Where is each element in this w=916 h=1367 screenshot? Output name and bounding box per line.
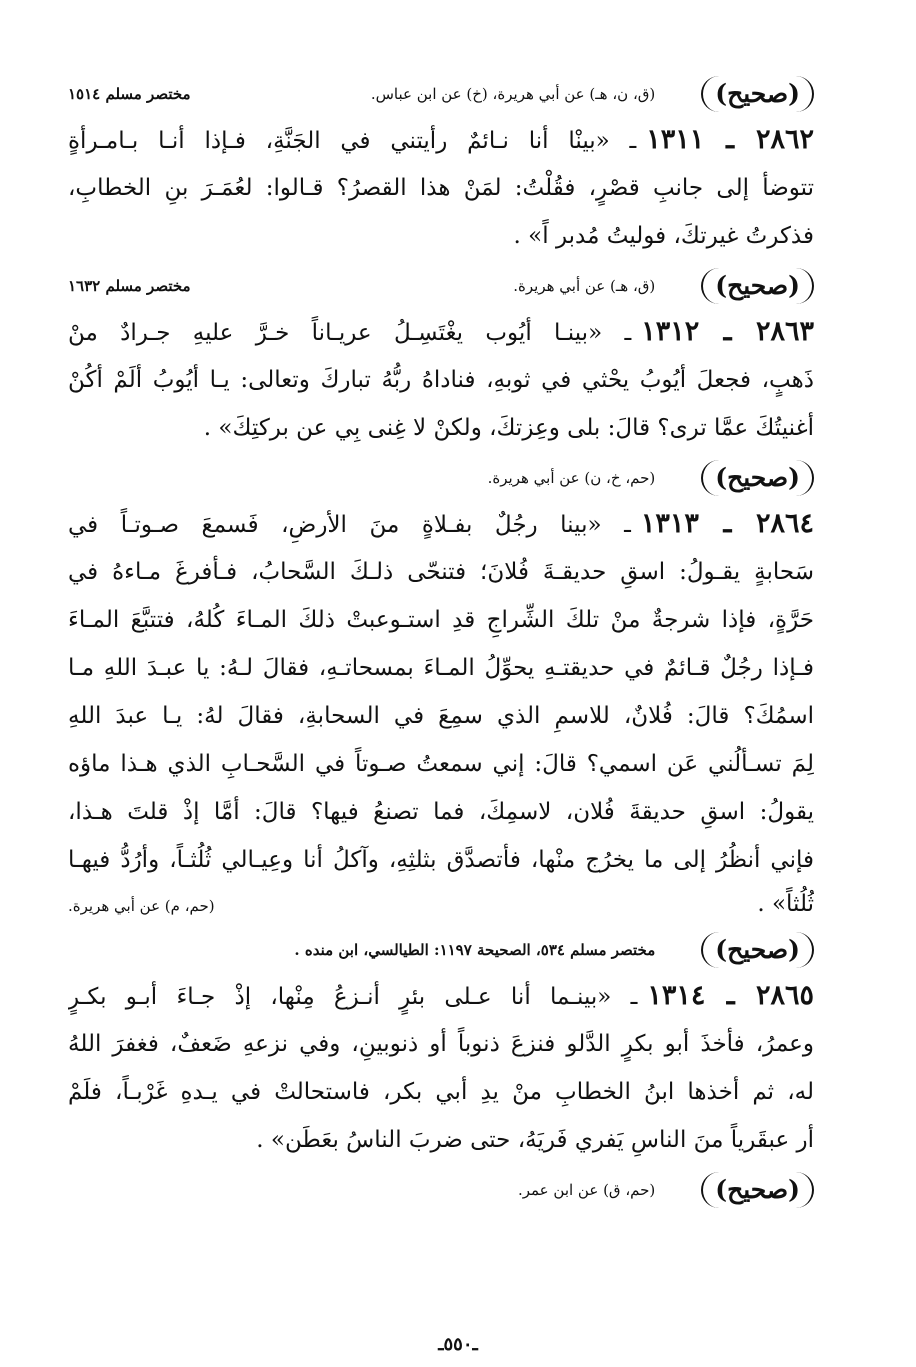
hadith-number: ٢٨٦٥ ـ ١٣١٤	[647, 980, 814, 1011]
hadith-2865	[68, 972, 814, 1164]
page-number: ـ٥٥٠ـ	[438, 1334, 478, 1355]
narration-sources: (حم، ق) عن ابن عمر.	[517, 1181, 656, 1199]
citation: مختصر مسلم ٥٣٤، الصحيحة ١١٩٧: الطيالسي، ابن منده .	[294, 941, 656, 959]
grade-row	[68, 456, 814, 500]
hadith-line: ٢٨٦٤ ـ ١٣١٣ـ «بينا رجُلٌ بفـلاةٍ منَ الأرضِ، فَسمعَ صـوتـاً في	[68, 508, 814, 539]
hadith-line: فذكرتُ غيرتكَ، فوليتُ مُدبر اً» .	[513, 223, 814, 249]
narration-sources: (حم، م) عن أبي هريرة.	[68, 897, 215, 915]
narration-sources: (حم، خ، ن) عن أبي هريرة.	[487, 469, 656, 487]
grade-row-top	[68, 72, 814, 116]
grade-label: (صحيح)	[701, 76, 814, 112]
hadith-line: لِمَ تسـألُني عَن اسمي؟ قالَ: إني سمعتُ صـوتاً في السَّحـابِ الذي هـذا ماؤه	[68, 751, 814, 777]
citation: مختصر مسلم ١٦٣٢	[68, 277, 191, 295]
hadith-2863	[68, 308, 814, 452]
hadith-line: ٢٨٦٥ ـ ١٣١٤ـ «بينـما أنا عـلى بئرٍ أنـزعُ مِنْها، إذْ جـاءَ أبـو بكـرٍ	[68, 980, 814, 1011]
hadith-number: ٢٨٦٣ ـ ١٣١٢	[641, 316, 814, 347]
grade-label: (صحيح)	[701, 268, 814, 304]
grade-label: (صحيح)	[701, 1172, 814, 1208]
book-page	[68, 72, 814, 1332]
hadith-line: اسمُكَ؟ قالَ: فُلانٌ، للاسمِ الذي سمِعَ في السحابةِ، فقالَ لهُ: يـا عبدَ اللهِ	[68, 703, 814, 729]
citation: مختصر مسلم ١٥١٤	[68, 85, 191, 103]
hadith-line: تتوضأ إلى جانبِ قصْرٍ، فقُلْتُ: لمَنْ هذا القصرُ؟ قـالوا: لعُمَـرَ بنِ الخطابِ،	[68, 175, 814, 201]
hadith-line: أغنيتُكَ عمَّا ترى؟ قالَ: بلى وعِزتكَ، ولكنْ لا غِنى بِي عن بركتِكَ» .	[203, 415, 814, 441]
hadith-line: ٢٨٦٢ ـ ١٣١١ـ «بينْا أنا نـائمٌ رأيتني في الجَنَّةِ، فـإذا أنـا بـامـرأةٍ	[68, 124, 814, 155]
hadith-line: ٢٨٦٣ ـ ١٣١٢ـ «بينـا أيُوب يغْتَسِـلُ عريـاناً خـرَّ عليهِ جـرادٌ منْ	[68, 316, 814, 347]
grade-label: (صحيح)	[701, 460, 814, 496]
hadith-line: حَرَّةٍ، فإذا شرجةٌ منْ تلكَ الشِّراجِ قدِ استـوعبتْ ذلكَ المـاءَ كُلهُ، فتتبَّعَ المـاءَ	[68, 607, 814, 633]
hadith-2862	[68, 116, 814, 260]
grade-row	[68, 264, 814, 308]
hadith-line: وعمرُ، فأخذَ أبو بكرٍ الدَّلو فنزعَ ذنوباً أو ذنوبينِ، وفي نزعهِ ضَعفٌ، فغفرَ اللهُ	[68, 1031, 814, 1057]
narration-sources: (ق، هـ) عن أبي هريرة.	[513, 277, 656, 295]
hadith-line: فـإذا رجُلٌ قـائمٌ في حديقتـهِ يحوِّلُ المـاءَ بمسحاتـهِ، فقالَ لـهُ: يا عبـدَ اللهِ مـا	[68, 655, 814, 681]
hadith-line: فإني أنظُرُ إلى ما يخرُج منْها، فأتصدَّق بثلثِهِ، وآكلُ أنا وعِيـالي ثُلُثـاً، وأرُدُّ فيهـا	[68, 847, 814, 873]
narration-sources: (ق، ن، هـ) عن أبي هريرة، (خ) عن ابن عباس.	[370, 85, 656, 103]
hadith-line: ثُلُثاً» .	[757, 891, 814, 917]
hadith-number: ٢٨٦٢ ـ ١٣١١	[646, 124, 814, 155]
hadith-line: ذَهبٍ، فجعلَ أيُوبُ يحْثي في ثوبهِ، فناداهُ ربُّهُ تباركَ وتعالى: يـا أيُوبُ ألَمْ أكُنْ	[68, 367, 814, 393]
hadith-tail-row	[68, 884, 814, 924]
grade-row	[68, 1168, 814, 1212]
hadith-line: سَحابةٍ يقـولُ: اسقِ حديقـةَ فُلانَ؛ فتنحّى ذلـكَ السَّحابُ، فـأفرغَ مـاءهُ في	[68, 559, 814, 585]
hadith-2864	[68, 500, 814, 924]
hadith-line: أر عبقَرياً منَ الناسِ يَفري فَريَهُ، حتى ضربَ الناسُ بعَطَن» .	[256, 1127, 814, 1153]
grade-row	[68, 928, 814, 972]
hadith-line: له، ثم أخذها ابنُ الخطابِ منْ يدِ أبي بكر، فاستحالتْ في يـدهِ غَرْبـاً، فلَمْ	[68, 1079, 814, 1105]
hadith-number: ٢٨٦٤ ـ ١٣١٣	[640, 508, 814, 539]
grade-label: (صحيح)	[701, 932, 814, 968]
hadith-line: يقولُ: اسقِ حديقةَ فُلان، لاسمِكَ، فما تصنعُ فيها؟ قالَ: أمَّا إذْ قلتَ هـذا،	[68, 799, 814, 825]
